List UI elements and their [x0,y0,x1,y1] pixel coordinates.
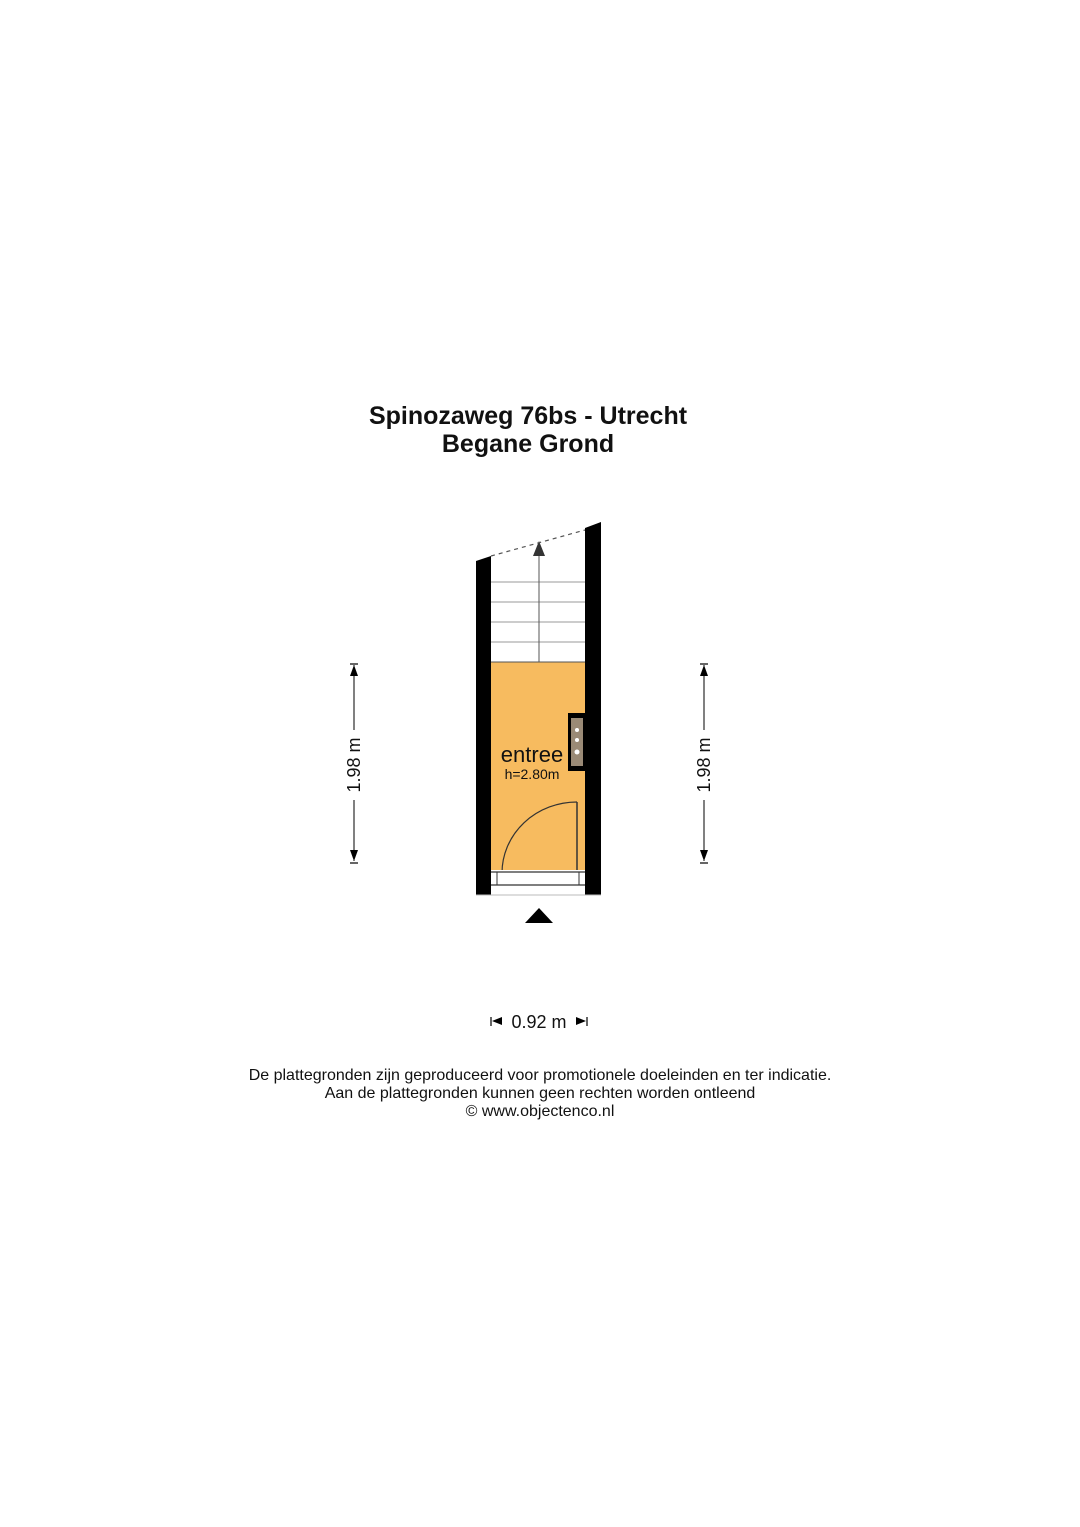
room-name: entree [500,742,564,767]
width-dimension-label: 0.92 m [511,1012,567,1032]
meter-cabinet [568,713,585,771]
disclaimer-line-2: Aan de plattegronden kunnen geen rechten worden ontleend [324,1085,756,1102]
floor-title: Begane Grond [441,430,615,458]
left-wall [476,556,491,895]
staircase [491,528,585,662]
right-wall [585,522,601,895]
address-title: Spinozaweg 76bs - Utrecht [368,402,688,430]
disclaimer-line-1: De plattegronden zijn geproduceerd voor promotionele doeleinden en ter indicatie. [248,1067,832,1084]
right-dimension [694,664,714,863]
room-height: h=2.80m [504,766,560,782]
copyright-link: © www.objectenco.nl [465,1103,615,1120]
entrance-arrow-icon [525,908,553,923]
width-dimension [491,1012,587,1032]
left-dimension-label: 1.98 m [344,737,364,793]
right-dimension-label: 1.98 m [694,737,714,793]
left-dimension [344,664,364,863]
